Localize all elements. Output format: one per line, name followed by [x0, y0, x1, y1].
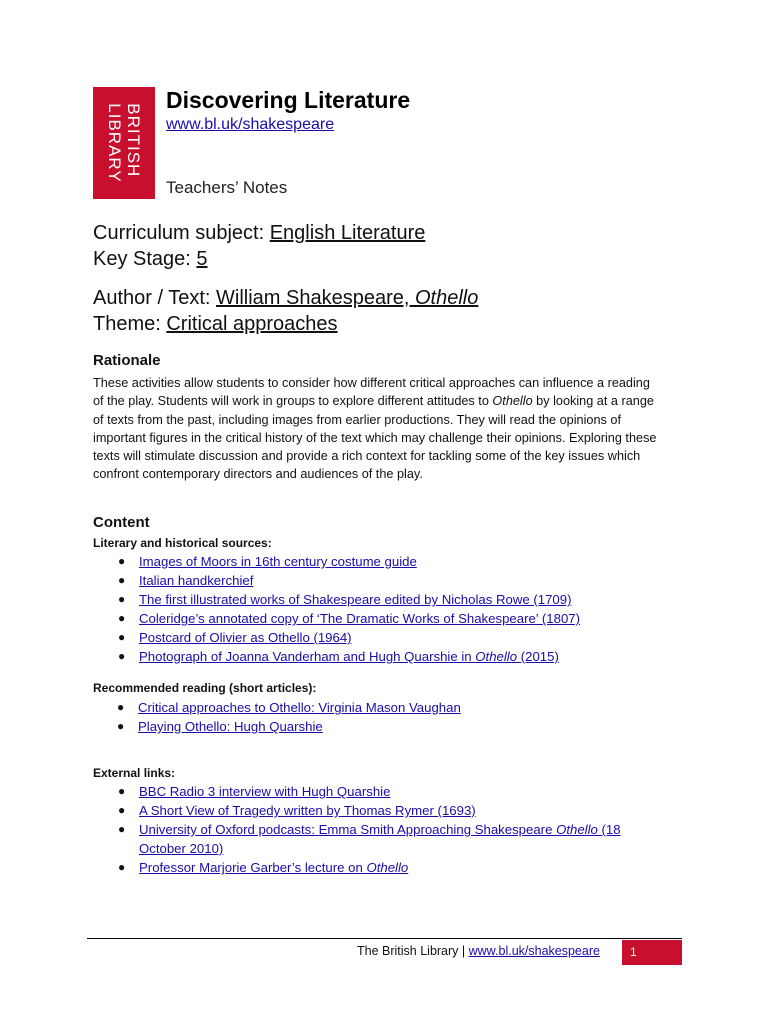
list-item: ● The first illustrated works of Shakespeare edited by Nicholas Rowe (1709)	[118, 592, 572, 607]
curriculum-label: Curriculum subject:	[93, 222, 270, 244]
key-stage	[93, 248, 208, 271]
source-link[interactable]: Coleridge’s annotated copy of ‘The Dramatic Works of Shakespeare’ (1807)	[139, 611, 581, 626]
rationale-text-1: These activities allow students to consider how different critical approaches can influence a reading of the play. Students will work in groups to explore different attitudes to	[93, 376, 650, 409]
reading-heading: Recommended reading (short articles):	[93, 681, 317, 695]
content-heading: Content	[93, 514, 150, 531]
curriculum-value: English Literature	[269, 222, 426, 244]
curriculum-subject	[93, 222, 425, 245]
theme-value: Critical approaches	[166, 313, 338, 335]
rationale-heading: Rationale	[93, 352, 161, 369]
keystage-label: Key Stage:	[93, 248, 197, 270]
page-title: Discovering Literature	[166, 87, 411, 113]
list-item: ● Professor Marjorie Garber’s lecture on Othello	[118, 860, 409, 875]
list-item: ● Postcard of Olivier as Othello (1964)	[118, 630, 352, 645]
site-link[interactable]: www.bl.uk/shakespeare	[166, 116, 335, 133]
link-italic: Othello	[556, 822, 598, 837]
rationale-paragraph	[93, 374, 663, 484]
logo-wordmark	[105, 103, 143, 182]
list-item: ● BBC Radio 3 interview with Hugh Quarshie	[118, 784, 391, 799]
link-italic: Othello	[475, 649, 518, 664]
author-label: Author / Text:	[93, 287, 217, 309]
sources-heading: Literary and historical sources:	[93, 536, 272, 550]
list-item: ● Images of Moors in 16th century costume guide	[118, 554, 417, 569]
source-link[interactable]: The first illustrated works of Shakespeare edited by Nicholas Rowe (1709)	[139, 592, 572, 607]
rationale-text-italic: Othello	[492, 394, 533, 409]
source-link[interactable]	[139, 649, 559, 664]
page-number-badge	[622, 940, 682, 965]
external-link[interactable]: A Short View of Tragedy written by Thomas Rymer (1693)	[139, 803, 476, 818]
link-text: Photograph of Joanna Vanderham and Hugh Quarshie in	[139, 649, 476, 664]
page-subtitle: Teachers’ Notes	[166, 178, 288, 197]
external-link[interactable]	[139, 860, 408, 875]
author-value	[216, 287, 478, 309]
link-text: Professor Marjorie Garber’s lecture on	[139, 860, 367, 875]
link-italic: Othello	[366, 860, 409, 875]
page-number: 1	[630, 945, 637, 959]
source-link[interactable]: Postcard of Olivier as Othello (1964)	[139, 630, 352, 645]
author-text	[93, 287, 478, 310]
link-after: (18 October 2010)	[139, 822, 621, 856]
list-item: ● Photograph of Joanna Vanderham and Hugh Quarshie in Othello (2015)	[118, 649, 559, 664]
external-link[interactable]	[139, 822, 621, 856]
theme-label: Theme:	[93, 313, 167, 335]
list-item: ● Italian handkerchief	[118, 573, 254, 588]
author-name: William Shakespeare,	[216, 287, 415, 309]
footer-divider	[87, 938, 682, 939]
list-item: ● Coleridge’s annotated copy of ‘The Dramatic Works of Shakespeare’ (1807)	[118, 611, 581, 626]
list-item: ● Critical approaches to Othello: Virginia Mason Vaughan	[117, 700, 461, 715]
author-work: Othello	[415, 287, 479, 309]
logo-line-2: LIBRARY	[105, 103, 124, 183]
list-item: ● A Short View of Tragedy written by Thomas Rymer (1693)	[118, 803, 476, 818]
rationale-text-2: by looking at a range of texts from the past, including images from earlier productions. They will read the opinions of important figures in the critical history of the text which may challenge their opinions. Exploring these texts will stimulate discussion and provide a rich context for tackling some of the key issues which confront contemporary directors and audiences of the play.	[93, 394, 657, 482]
reading-link[interactable]: Playing Othello: Hugh Quarshie	[138, 719, 323, 734]
list-item: ● Playing Othello: Hugh Quarshie	[117, 719, 323, 734]
reading-list	[117, 698, 678, 736]
external-link[interactable]: BBC Radio 3 interview with Hugh Quarshie	[139, 784, 391, 799]
theme	[93, 313, 338, 336]
footer-org: The British Library |	[357, 944, 469, 958]
list-item: ● University of Oxford podcasts: Emma Smith Approaching Shakespeare Othello (18 October 2010)	[118, 822, 621, 856]
british-library-logo	[93, 87, 155, 199]
external-heading: External links:	[93, 766, 176, 780]
footer-text	[357, 944, 600, 958]
external-list	[118, 782, 669, 877]
logo-line-1: BRITISH	[124, 103, 143, 178]
footer-link[interactable]: www.bl.uk/shakespeare	[468, 944, 600, 958]
link-text: University of Oxford podcasts: Emma Smith Approaching Shakespeare	[139, 822, 557, 837]
sources-list	[118, 552, 679, 666]
reading-link[interactable]: Critical approaches to Othello: Virginia Mason Vaughan	[138, 700, 461, 715]
link-after: (2015)	[517, 649, 559, 664]
source-link[interactable]: Images of Moors in 16th century costume guide	[139, 554, 417, 569]
source-link[interactable]: Italian handkerchief	[139, 573, 254, 588]
keystage-value: 5	[196, 248, 208, 270]
